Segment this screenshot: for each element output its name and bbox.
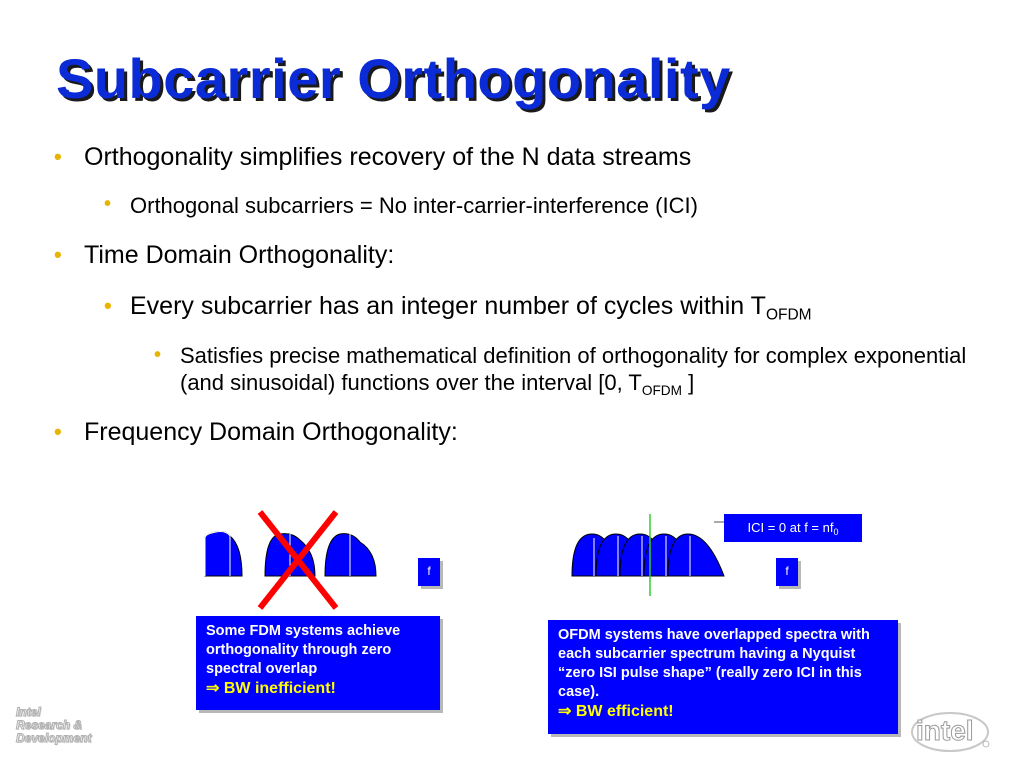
bullet-text: Orthogonal subcarriers = No inter-carrier-interference (ICI) xyxy=(130,193,698,218)
fdm-spectra-diagram xyxy=(200,508,390,610)
bullet-text: Time Domain Orthogonality: xyxy=(84,241,395,269)
bullet-text-end: ] xyxy=(681,370,695,395)
subscript-ofdm: OFDM xyxy=(765,306,812,324)
lab-line-1: Intel xyxy=(16,705,41,719)
fdm-axis-label: f xyxy=(418,558,440,586)
ofdm-callout-box xyxy=(548,620,898,734)
bullet-dot: • xyxy=(54,242,62,267)
bullet-integer-cycles xyxy=(104,292,812,324)
subscript-ofdm: OFDM xyxy=(641,382,682,398)
intel-research-logo-text xyxy=(16,706,91,745)
fdm-callout-box xyxy=(196,616,440,710)
fdm-subcarrier-1 xyxy=(205,532,242,577)
ofdm-subcarrier-5 xyxy=(668,534,724,576)
ici-label: ICI = 0 at f = nf xyxy=(747,520,834,535)
bullet-dot: • xyxy=(54,419,62,444)
ofdm-axis-label: f xyxy=(776,558,798,586)
bullet-frequency-domain xyxy=(54,418,458,447)
fdm-conclusion: ⇒ BW inefficient! xyxy=(206,680,336,697)
fdm-description: Some FDM systems achieve orthogonality through zero spectral overlap xyxy=(206,623,401,677)
bullet-orthogonal-subcarriers xyxy=(104,193,698,219)
bullet-precise-definition xyxy=(154,342,970,404)
ofdm-conclusion: ⇒ BW efficient! xyxy=(558,703,674,720)
lab-line-2: Research & xyxy=(16,718,83,732)
ici-label-box xyxy=(724,514,862,542)
bullet-dot: • xyxy=(154,344,162,366)
intel-logo-text: intel xyxy=(916,715,974,746)
slide-title: Subcarrier Orthogonality xyxy=(56,47,731,110)
bullet-text: Satisfies precise mathematical definition of orthogonality for complex exponential (and sinusoidal) functions over the interval [0, T xyxy=(180,343,967,395)
ofdm-spectra-diagram xyxy=(566,512,728,598)
lab-line-3: Development xyxy=(16,731,92,745)
intel-logo xyxy=(910,708,994,754)
bullet-text: Every subcarrier has an integer number of cycles within T xyxy=(130,292,766,320)
bullet-dot: • xyxy=(104,293,112,318)
bullet-text: Orthogonality simplifies recovery of the N data streams xyxy=(84,143,692,171)
bullet-dot: • xyxy=(54,144,62,169)
bullet-dot: • xyxy=(104,193,112,215)
ofdm-description: OFDM systems have overlapped spectra with each subcarrier spectrum having a Nyquist “zero ISI pulse shape” (really zero ICI in this case). xyxy=(558,627,870,700)
bullet-text: Frequency Domain Orthogonality: xyxy=(84,418,458,446)
ici-subscript: 0 xyxy=(833,527,839,538)
bullet-orthogonality-recovery xyxy=(54,143,692,172)
bullet-time-domain xyxy=(54,241,395,270)
